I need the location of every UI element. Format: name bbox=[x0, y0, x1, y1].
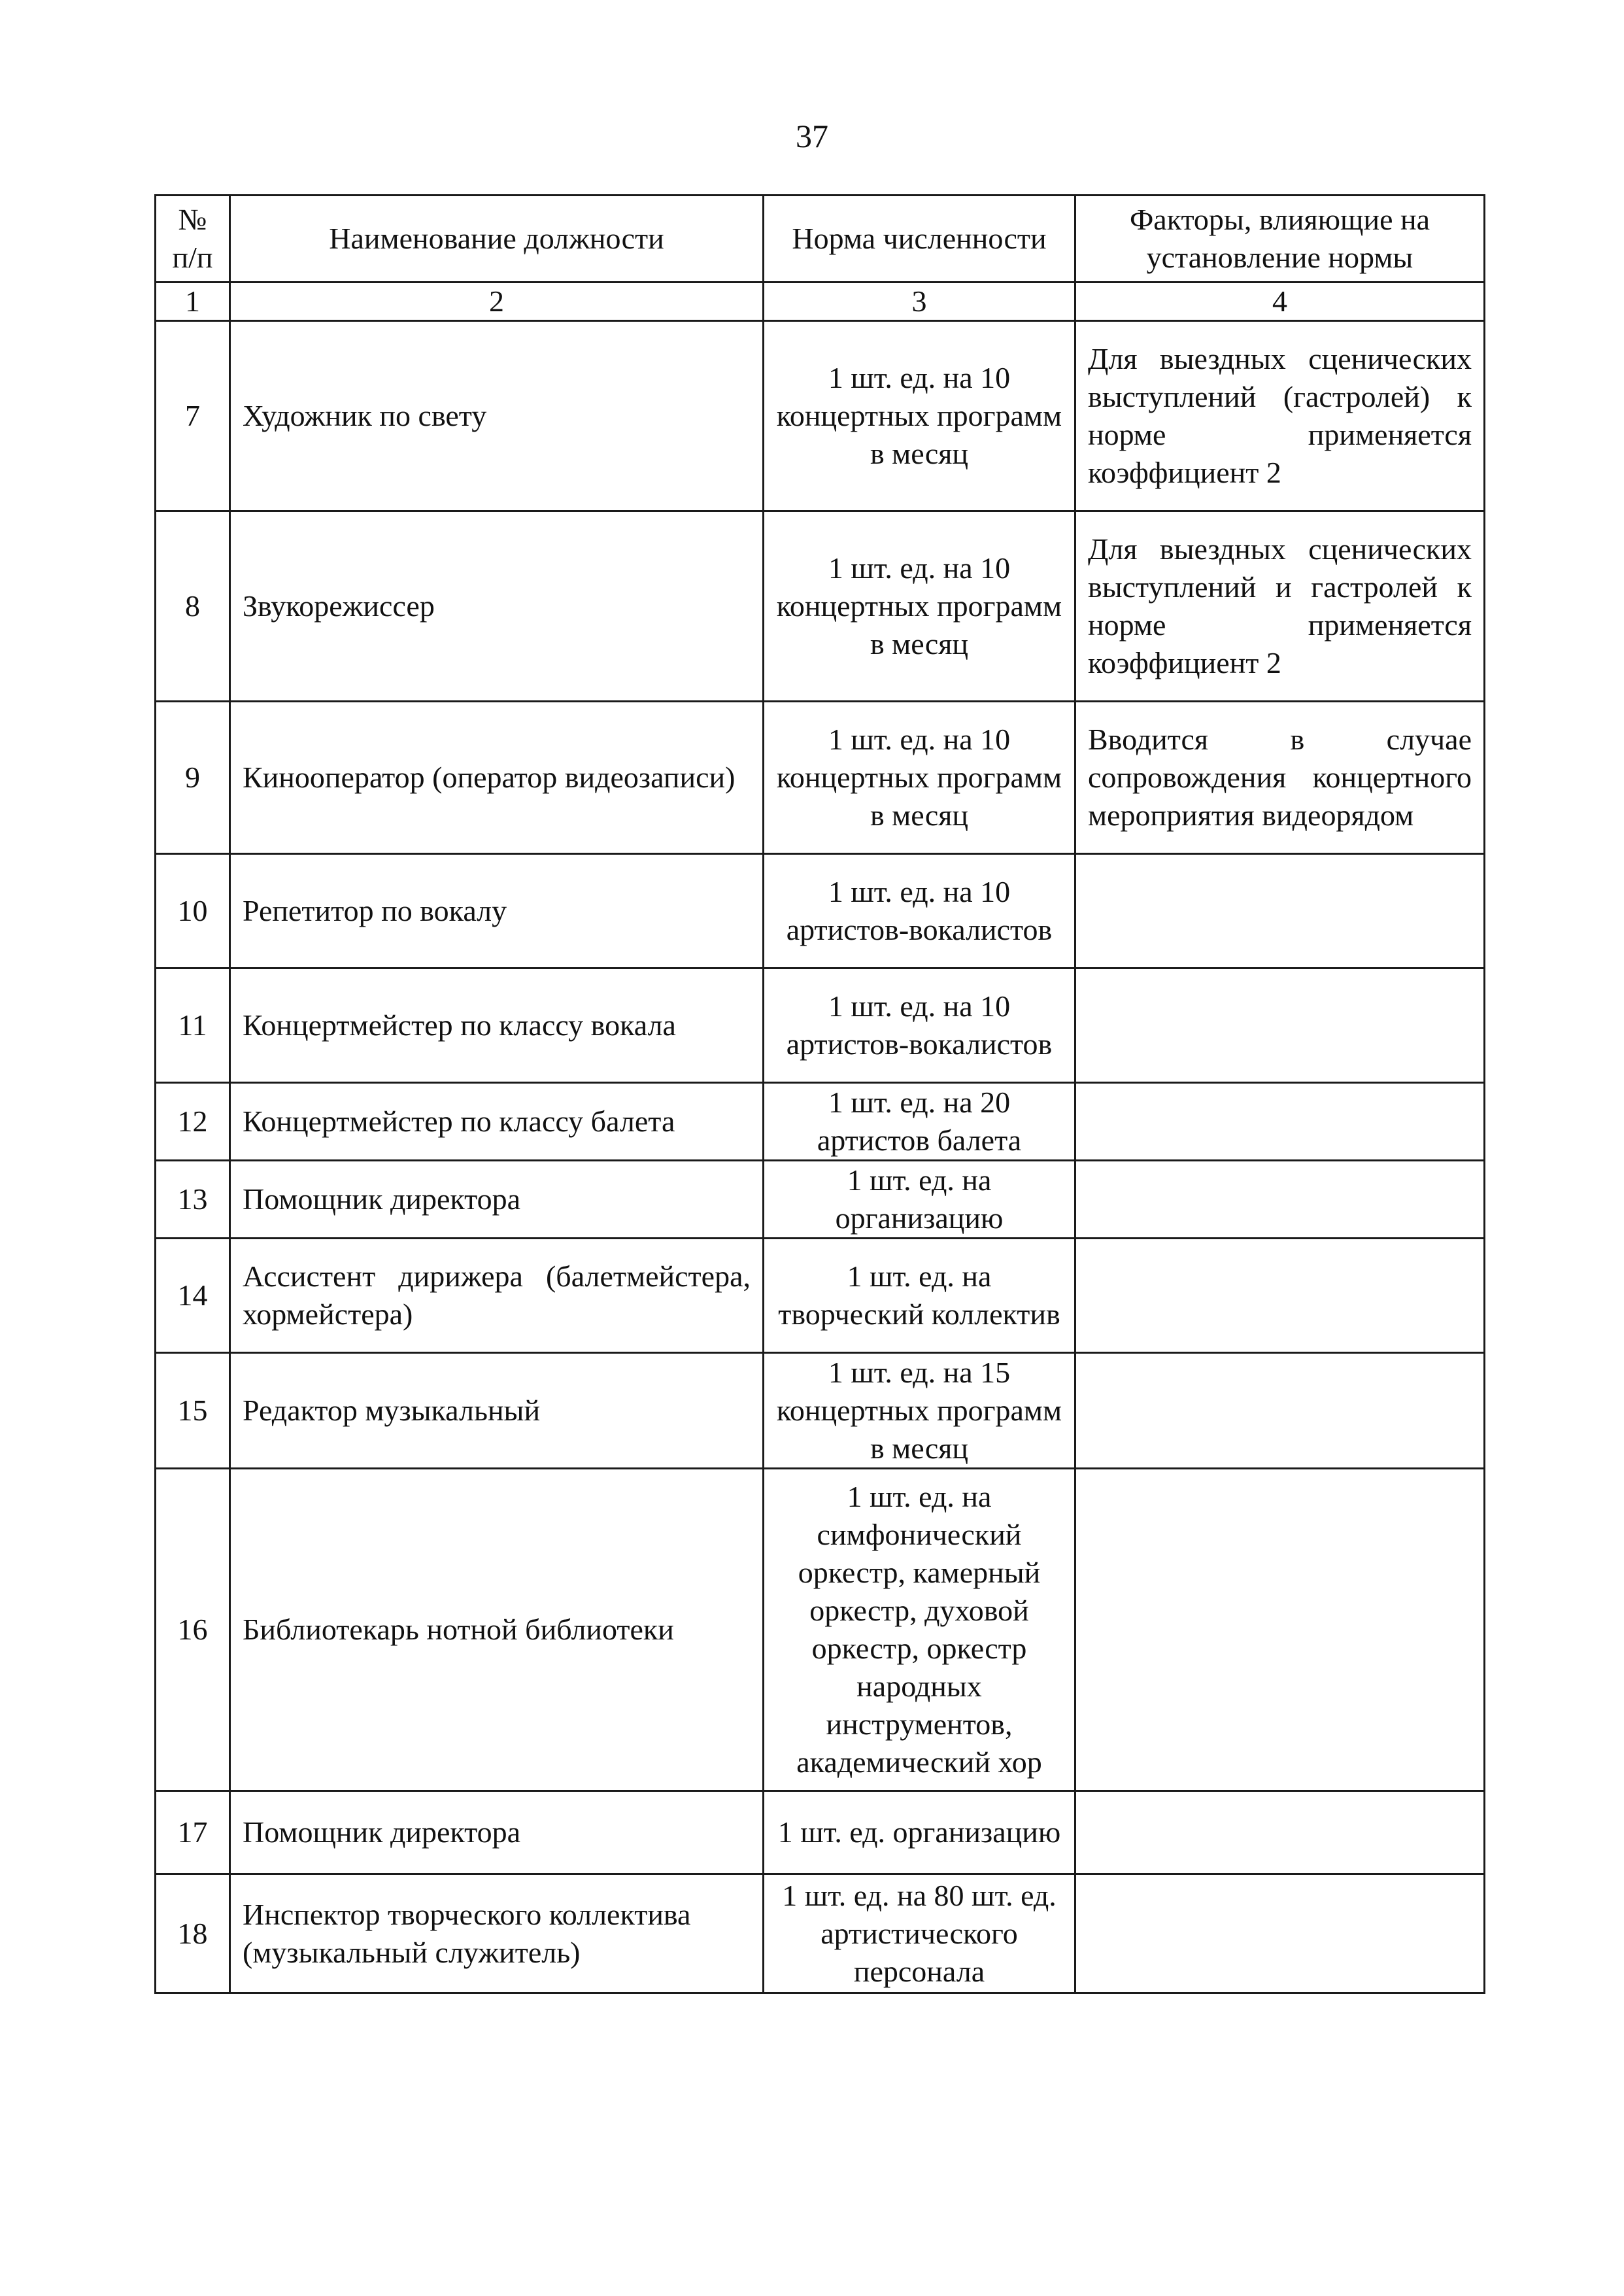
row-norm: 1 шт. ед. на 10 концертных программ в месяц bbox=[764, 321, 1075, 511]
row-num: 17 bbox=[156, 1791, 230, 1874]
row-factors bbox=[1075, 1353, 1485, 1469]
row-position: Редактор музыкальный bbox=[230, 1353, 764, 1469]
row-norm: 1 шт. ед. на 10 артистов-вокалистов bbox=[764, 854, 1075, 968]
row-norm: 1 шт. ед. на организацию bbox=[764, 1161, 1075, 1239]
table-row bbox=[156, 1469, 1485, 1791]
row-num: 7 bbox=[156, 321, 230, 511]
table-row bbox=[156, 1083, 1485, 1161]
table-row bbox=[156, 702, 1485, 854]
row-norm: 1 шт. ед. на 15 концертных программ в месяц bbox=[764, 1353, 1075, 1469]
row-factors bbox=[1075, 968, 1485, 1083]
row-num: 8 bbox=[156, 511, 230, 702]
row-num: 10 bbox=[156, 854, 230, 968]
column-index-1: 1 bbox=[156, 283, 230, 321]
column-index-row bbox=[156, 283, 1485, 321]
table-row bbox=[156, 1161, 1485, 1239]
row-num: 18 bbox=[156, 1874, 230, 1993]
header-num: № п/п bbox=[156, 196, 230, 283]
header-norm: Норма численности bbox=[764, 196, 1075, 283]
row-norm: 1 шт. ед. на 10 концертных программ в месяц bbox=[764, 511, 1075, 702]
row-factors: Вводится в случае сопровождения концертного мероприятия видеорядом bbox=[1075, 702, 1485, 854]
row-num: 12 bbox=[156, 1083, 230, 1161]
row-position: Репетитор по вокалу bbox=[230, 854, 764, 968]
table-row bbox=[156, 1791, 1485, 1874]
row-factors bbox=[1075, 1791, 1485, 1874]
row-factors bbox=[1075, 1874, 1485, 1993]
row-factors bbox=[1075, 1469, 1485, 1791]
row-position: Помощник директора bbox=[230, 1161, 764, 1239]
row-position: Концертмейстер по классу балета bbox=[230, 1083, 764, 1161]
row-factors bbox=[1075, 1239, 1485, 1353]
row-num: 15 bbox=[156, 1353, 230, 1469]
row-norm: 1 шт. ед. на 10 концертных программ в месяц bbox=[764, 702, 1075, 854]
row-position: Помощник директора bbox=[230, 1791, 764, 1874]
row-num: 11 bbox=[156, 968, 230, 1083]
row-factors: Для выездных сценических выступлений (гастролей) к норме применяется коэффициент 2 bbox=[1075, 321, 1485, 511]
row-position: Инспектор творческого коллектива (музыкальный служитель) bbox=[230, 1874, 764, 1993]
row-num: 14 bbox=[156, 1239, 230, 1353]
row-num: 16 bbox=[156, 1469, 230, 1791]
table-row bbox=[156, 1353, 1485, 1469]
table-row bbox=[156, 968, 1485, 1083]
row-position: Звукорежиссер bbox=[230, 511, 764, 702]
header-position: Наименование должности bbox=[230, 196, 764, 283]
table-row bbox=[156, 321, 1485, 511]
row-factors bbox=[1075, 1083, 1485, 1161]
table-header-row bbox=[156, 196, 1485, 283]
table-row bbox=[156, 1874, 1485, 1993]
row-num: 13 bbox=[156, 1161, 230, 1239]
row-position: Кинооператор (оператор видеозаписи) bbox=[230, 702, 764, 854]
row-norm: 1 шт. ед. на 10 артистов-вокалистов bbox=[764, 968, 1075, 1083]
staffing-norms-table bbox=[154, 194, 1485, 1994]
row-norm: 1 шт. ед. на симфонический оркестр, камерный оркестр, духовой оркестр, оркестр народных инструментов, академический хор bbox=[764, 1469, 1075, 1791]
row-position: Библиотекарь нотной библиотеки bbox=[230, 1469, 764, 1791]
row-norm: 1 шт. ед. на 20 артистов балета bbox=[764, 1083, 1075, 1161]
column-index-2: 2 bbox=[230, 283, 764, 321]
row-position: Ассистент дирижера (балетмейстера, хормейстера) bbox=[230, 1239, 764, 1353]
row-factors bbox=[1075, 1161, 1485, 1239]
table-row bbox=[156, 1239, 1485, 1353]
row-norm: 1 шт. ед. на 80 шт. ед. артистического персонала bbox=[764, 1874, 1075, 1993]
row-norm: 1 шт. ед. на творческий коллектив bbox=[764, 1239, 1075, 1353]
table-row bbox=[156, 511, 1485, 702]
row-position: Концертмейстер по классу вокала bbox=[230, 968, 764, 1083]
header-factors: Факторы, влияющие на установление нормы bbox=[1075, 196, 1485, 283]
column-index-4: 4 bbox=[1075, 283, 1485, 321]
table-row bbox=[156, 854, 1485, 968]
row-factors: Для выездных сценических выступлений и гастролей к норме применяется коэффициент 2 bbox=[1075, 511, 1485, 702]
column-index-3: 3 bbox=[764, 283, 1075, 321]
row-factors bbox=[1075, 854, 1485, 968]
row-num: 9 bbox=[156, 702, 230, 854]
row-norm: 1 шт. ед. организацию bbox=[764, 1791, 1075, 1874]
row-position: Художник по свету bbox=[230, 321, 764, 511]
page-number: 37 bbox=[796, 118, 828, 154]
